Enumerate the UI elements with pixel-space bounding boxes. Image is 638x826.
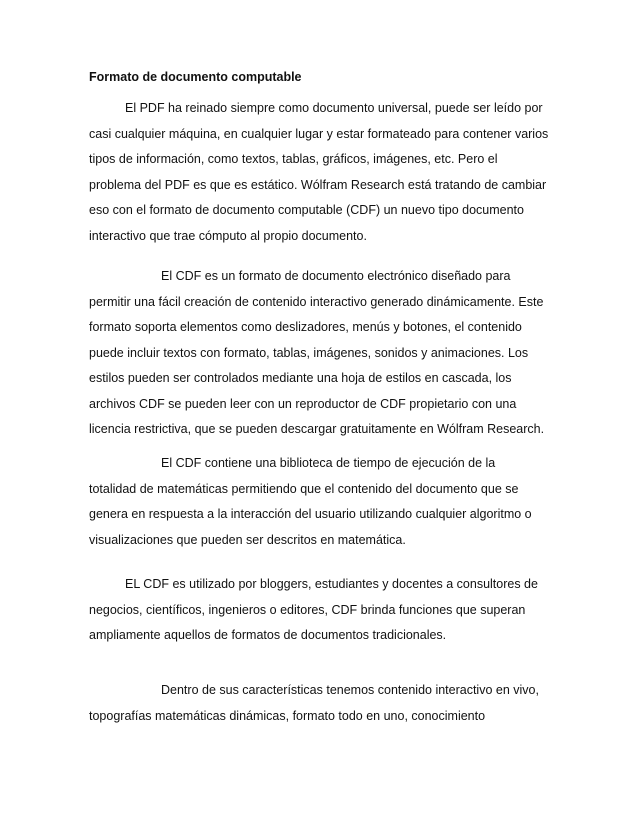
paragraph-5 — [89, 682, 549, 733]
paragraph-line: eso con el formato de documento computable (CDF) un nuevo tipo documento — [89, 203, 524, 217]
paragraph-2 — [89, 268, 549, 447]
paragraph-line: El CDF contiene una biblioteca de tiempo de ejecución de la — [161, 456, 496, 470]
paragraph-line: EL CDF es utilizado por bloggers, estudiantes y docentes a consultores de — [125, 577, 538, 591]
paragraph-1 — [89, 100, 549, 253]
paragraph-line: permitir una fácil creación de contenido interactivo generado dinámicamente. Este — [89, 294, 544, 309]
paragraph-line: El PDF ha reinado siempre como documento universal, puede ser leído por — [125, 101, 543, 115]
paragraph-line: totalidad de matemáticas permitiendo que el contenido del documento que se — [89, 481, 519, 496]
paragraph-line: puede incluir textos con formato, tablas, imágenes, sonidos y animaciones. Los — [89, 345, 529, 360]
paragraph-line: ampliamente aquellos de formatos de documentos tradicionales. — [89, 628, 447, 642]
paragraph-line: estilos pueden ser controlados mediante una hoja de estilos en cascada, los — [89, 371, 512, 385]
paragraph-line: visualizaciones que pueden ser descritos en matemática. — [89, 532, 406, 547]
paragraph-3 — [89, 455, 549, 557]
paragraph-line: topografías matemáticas dinámicas, formato todo en uno, conocimiento — [89, 708, 486, 723]
paragraph-line: El CDF es un formato de documento electrónico diseñado para — [161, 269, 511, 283]
paragraph-line: genera en respuesta a la interacción del usuario utilizando cualquier algoritmo o — [89, 507, 532, 521]
paragraph-line: casi cualquier máquina, en cualquier lugar y estar formateado para contener varios — [89, 126, 549, 141]
paragraph-line: Dentro de sus características tenemos contenido interactivo en vivo, — [161, 683, 539, 697]
paragraph-line: interactivo que trae cómputo al propio documento. — [89, 228, 367, 243]
paragraph-4 — [89, 576, 549, 653]
paragraph-line: formato soporta elementos como deslizadores, menús y botones, el contenido — [89, 320, 522, 334]
paragraph-line: tipos de información, como textos, tablas, gráficos, imágenes, etc. Pero el — [89, 152, 498, 166]
paragraph-line: problema del PDF es que es estático. Wólfram Research está tratando de cambiar — [89, 177, 547, 192]
paragraph-line: negocios, científicos, ingenieros o editores, CDF brinda funciones que superan — [89, 602, 526, 617]
document-title: Formato de documento computable — [89, 70, 302, 84]
paragraph-line: archivos CDF se pueden leer con un reproductor de CDF propietario con una — [89, 396, 517, 411]
paragraph-line: licencia restrictiva, que se pueden descargar gratuitamente en Wólfram Research. — [89, 422, 545, 436]
